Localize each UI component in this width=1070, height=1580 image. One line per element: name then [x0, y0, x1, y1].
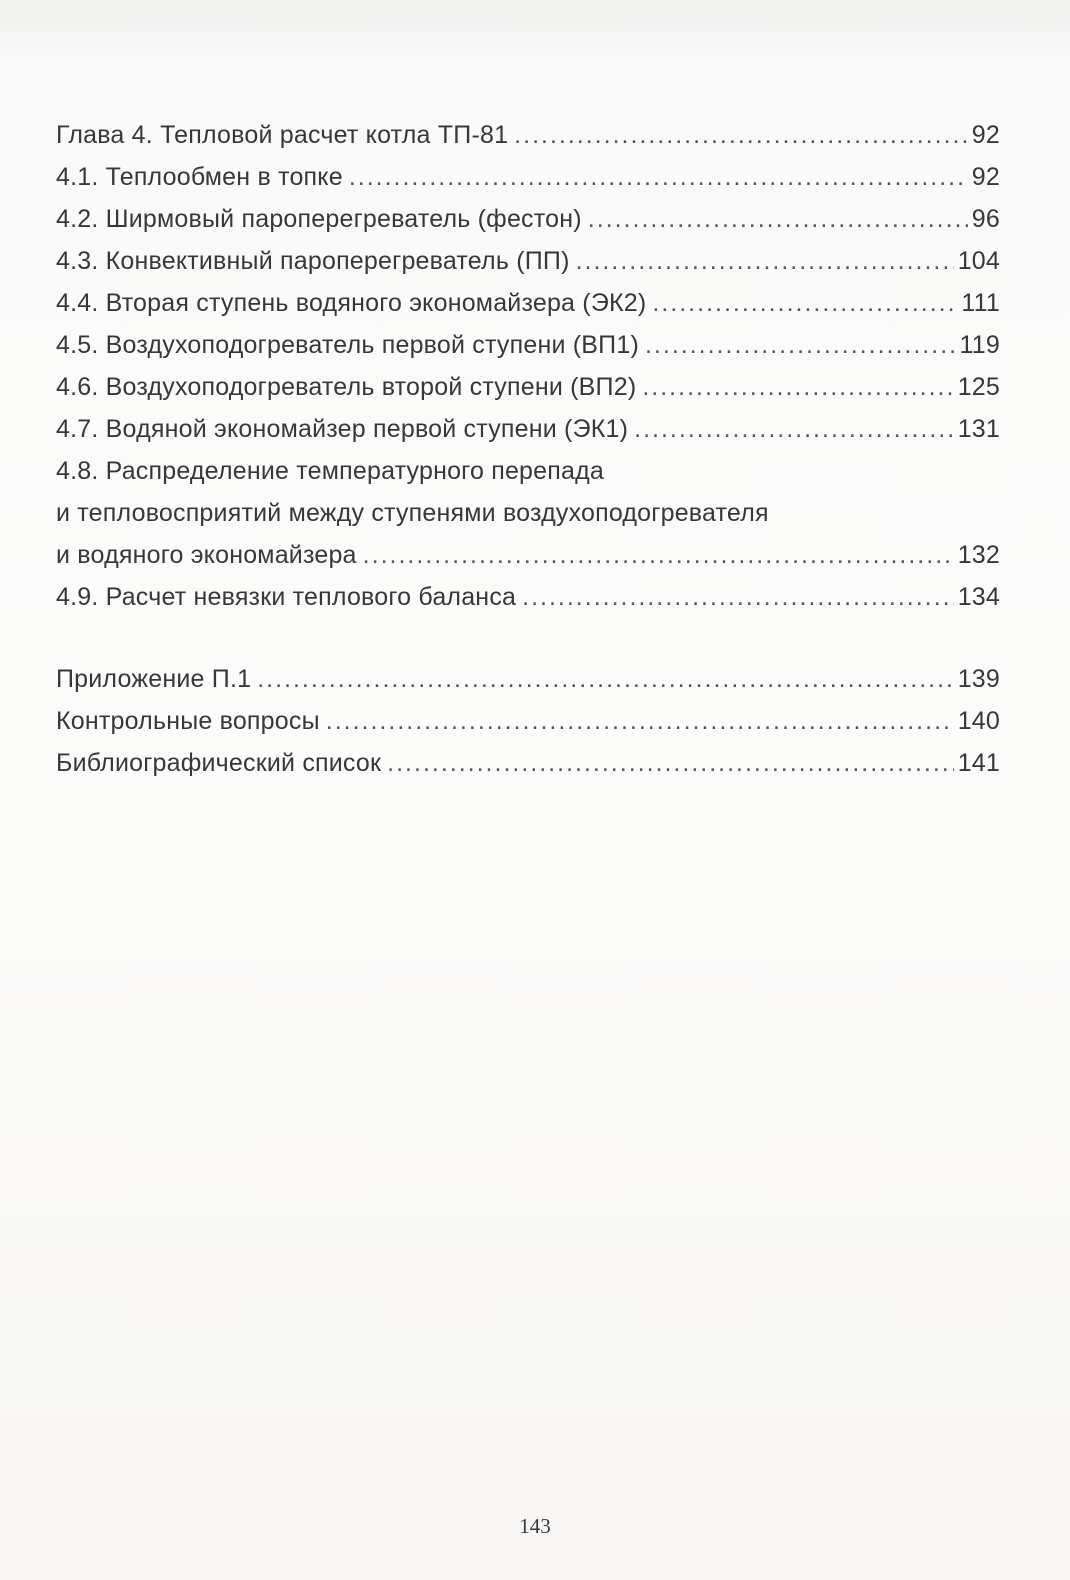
toc-entry-page: 104 — [957, 247, 1000, 275]
toc-entry-title: 4.5. Воздухоподогреватель первой ступени (ВП1) — [56, 331, 639, 359]
toc-entry-4-7 — [56, 408, 1000, 450]
toc-entry-title: 4.7. Водяной экономайзер первой ступени (ЭК1) — [56, 415, 629, 443]
leader-dots — [349, 156, 968, 198]
toc-entry-4-1 — [56, 156, 1000, 198]
toc-entry-title: 4.2. Ширмовый пароперегреватель (фестон) — [56, 205, 582, 233]
leader-dots — [363, 534, 954, 576]
toc-entry-title: Библиографический список — [56, 749, 382, 777]
toc-entry-review-questions — [56, 700, 1000, 742]
leader-dots — [634, 408, 954, 450]
leader-dots — [588, 198, 968, 240]
toc-entry-page: 141 — [957, 749, 1000, 777]
toc-entry-page: 92 — [971, 163, 1000, 191]
toc-entry-4-6 — [56, 366, 1000, 408]
toc-entry-page: 111 — [961, 289, 1000, 317]
leader-dots — [576, 240, 954, 282]
toc-entry-4-8-line-2 — [56, 492, 1000, 534]
leader-dots — [326, 700, 954, 742]
toc-entry-title: 4.1. Теплообмен в топке — [56, 163, 343, 191]
toc-entry-4-3 — [56, 240, 1000, 282]
page-number: 143 — [519, 1514, 551, 1538]
leader-dots — [522, 576, 954, 618]
toc-entry-page: 125 — [957, 373, 1000, 401]
toc-entry-title: 4.3. Конвективный пароперегреватель (ПП) — [56, 247, 570, 275]
toc-entry-4-8-line-3 — [56, 534, 1000, 576]
toc-entry-page: 139 — [957, 665, 1000, 693]
leader-dots — [642, 366, 953, 408]
toc-entry-title-continuation: и водяного экономайзера — [56, 541, 357, 569]
toc-entry-page: 132 — [957, 541, 1000, 569]
toc-entry-4-9 — [56, 576, 1000, 618]
toc-entry-title: 4.8. Распределение температурного перепада — [56, 457, 604, 485]
leader-dots — [652, 282, 957, 324]
toc-entry-page: 140 — [957, 707, 1000, 735]
toc-entry-page: 134 — [957, 583, 1000, 611]
toc-entry-title: 4.6. Воздухоподогреватель второй ступени (ВП2) — [56, 373, 637, 401]
leader-dots — [257, 658, 953, 700]
toc-entry-title: Глава 4. Тепловой расчет котла ТП-81 — [56, 121, 509, 149]
toc-entry-4-4 — [56, 282, 1000, 324]
toc-entry-4-5 — [56, 324, 1000, 366]
toc-entry-page: 96 — [971, 205, 1000, 233]
leader-dots — [387, 742, 954, 784]
toc-entry-bibliography — [56, 742, 1000, 784]
section-spacer — [56, 618, 1000, 658]
toc-entry-title: Контрольные вопросы — [56, 707, 320, 735]
leader-dots — [514, 114, 968, 156]
leader-dots — [645, 324, 956, 366]
table-of-contents — [56, 114, 1000, 784]
toc-entry-page: 119 — [959, 331, 1000, 359]
toc-entry-chapter-4 — [56, 114, 1000, 156]
toc-entry-page: 131 — [957, 415, 1000, 443]
toc-entry-title: Приложение П.1 — [56, 665, 252, 693]
toc-entry-appendix — [56, 658, 1000, 700]
toc-entry-4-8-line-1 — [56, 450, 1000, 492]
toc-entry-title: 4.4. Вторая ступень водяного экономайзера (ЭК2) — [56, 289, 647, 317]
toc-entry-page: 92 — [971, 121, 1000, 149]
toc-entry-title: 4.9. Расчет невязки теплового баланса — [56, 583, 517, 611]
toc-entry-4-2 — [56, 198, 1000, 240]
toc-entry-title-continuation: и тепловосприятий между ступенями воздухоподогревателя — [56, 499, 769, 527]
